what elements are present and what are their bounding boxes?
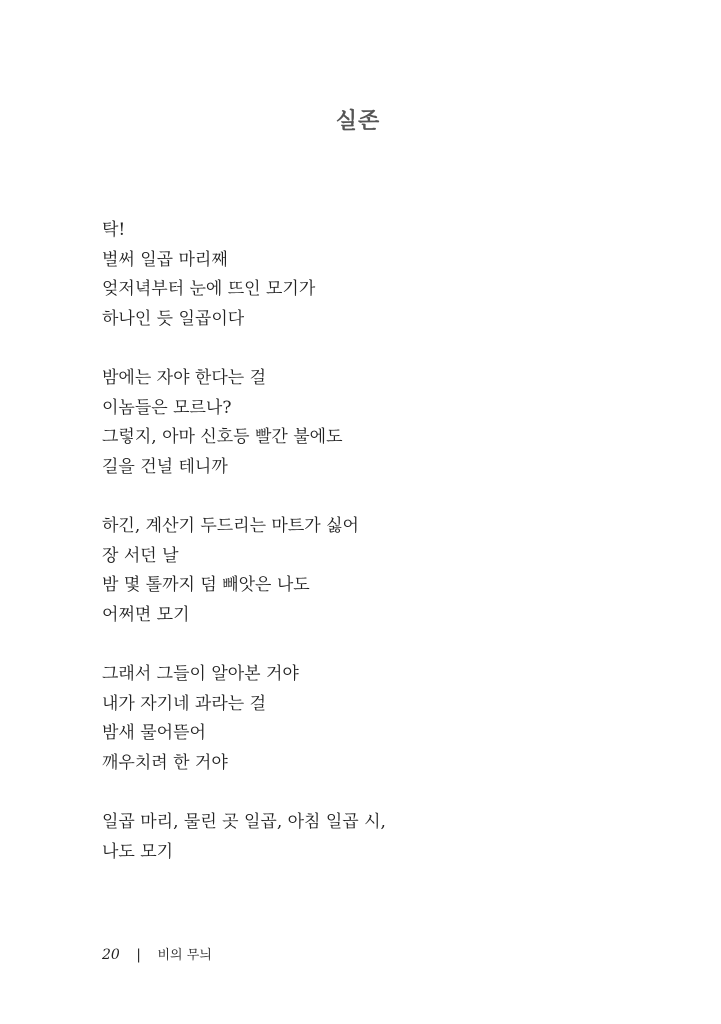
book-title: 비의 무늬	[157, 948, 212, 963]
poem-line: 길을 건널 테니까	[102, 456, 228, 477]
stanza-3	[102, 512, 662, 630]
stanza-5	[102, 808, 662, 867]
footer-separator: |	[136, 947, 141, 963]
poem-line: 일곱 마리, 물린 곳 일곱, 아침 일곱 시,	[102, 812, 386, 832]
poem-line: 엊저녁부터 눈에 뜨인 모기가	[102, 279, 316, 299]
poem-line: 하긴, 계산기 두드리는 마트가 싫어	[102, 516, 359, 536]
poem-line: 깨우치려 한 거야	[102, 752, 228, 773]
poem-line: 그래서 그들이 알아본 거야	[102, 664, 299, 684]
stanza-4	[102, 660, 662, 778]
poem-line: 내가 자기네 과라는 걸	[102, 693, 267, 714]
poem-body	[102, 216, 662, 897]
page-footer	[102, 944, 212, 963]
page-number: 20	[102, 947, 120, 963]
poem-line: 그렇지, 아마 신호등 빨간 불에도	[102, 427, 343, 447]
poem-line: 밤 몇 톨까지 덤 빼앗은 나도	[102, 575, 310, 595]
poem-line: 밤새 물어뜯어	[102, 723, 206, 743]
stanza-2	[102, 364, 662, 482]
poem-line: 탁!	[102, 220, 126, 240]
poem-line: 벌써 일곱 마리째	[102, 249, 228, 270]
poem-line: 밤에는 자야 한다는 걸	[102, 368, 267, 388]
poem-line: 나도 모기	[102, 841, 174, 862]
stanza-1	[102, 216, 662, 334]
poem-title: 실존	[335, 108, 381, 134]
poem-line: 이놈들은 모르나?	[102, 397, 232, 418]
poem-line: 하나인 듯 일곱이다	[102, 308, 245, 329]
poem-line: 장 서던 날	[102, 545, 179, 566]
poem-line: 어쩌면 모기	[102, 604, 190, 625]
